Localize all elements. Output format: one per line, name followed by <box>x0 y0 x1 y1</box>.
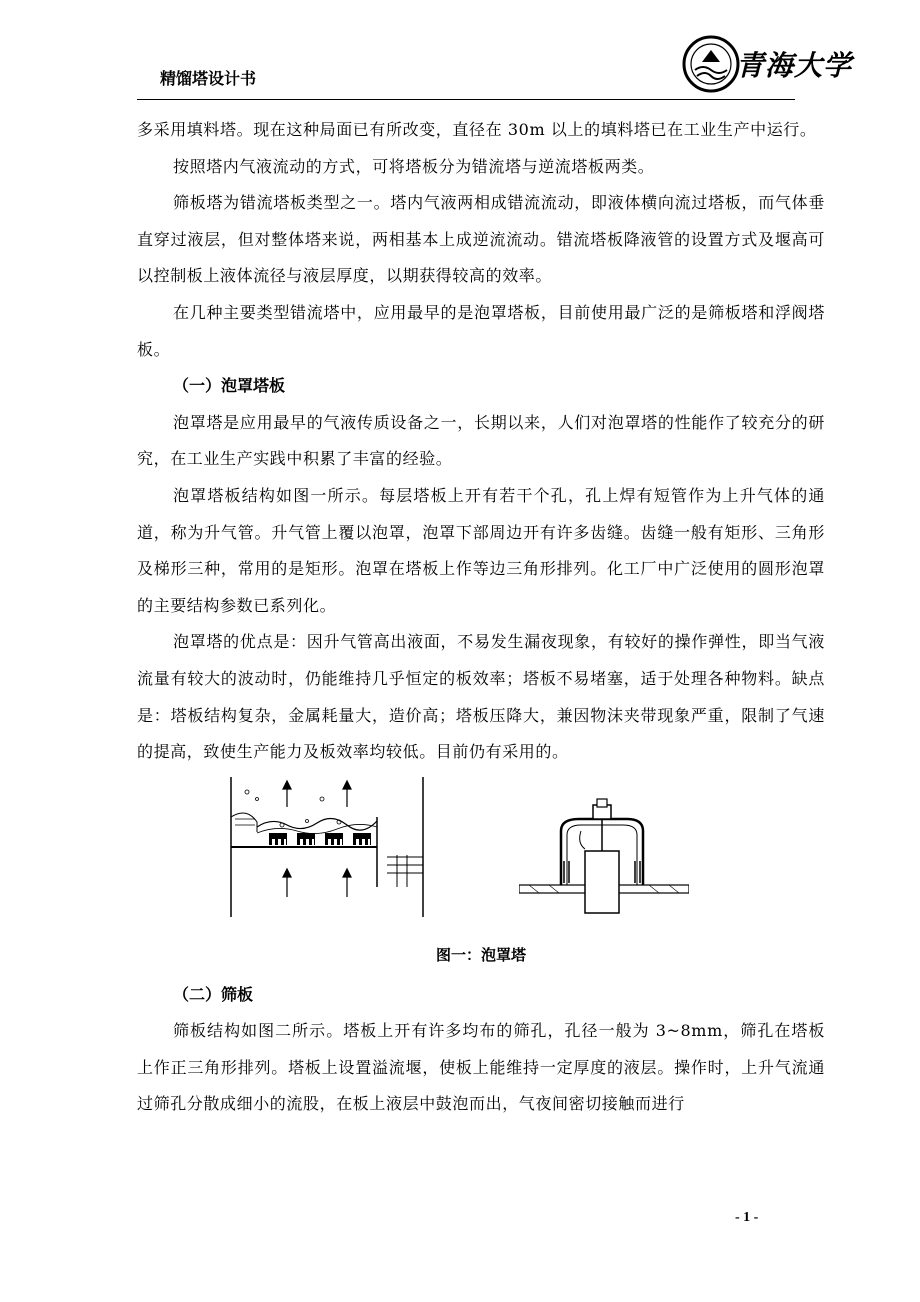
header-title: 精馏塔设计书 <box>160 69 257 88</box>
bubble-cap-detail-diagram <box>519 797 689 917</box>
paragraph: 在几种主要类型错流塔中，应用最早的是泡罩塔板，目前使用最广泛的是筛板塔和浮阀塔板。 <box>137 302 825 359</box>
logo-text: 青海大学 <box>736 49 853 82</box>
paragraph: 多采用填料塔。现在这种局面已有所改变，直径在 30m 以上的填料塔已在工业生产中运行。 <box>137 120 817 139</box>
paragraph: 筛板塔为错流塔板类型之一。塔内气液两相成错流流动，即液体横向流过塔板，而气体垂直穿过液层，但对整体塔来说，两相基本上成逆流流动。错流塔板降液管的设置方式及堰高可以控制板上液体流径与液层厚度，以期获得较高的效率。 <box>137 193 825 286</box>
paragraph: 按照塔内气液流动的方式，可将塔板分为错流塔与逆流塔板两类。 <box>173 156 655 176</box>
bubble-cap-tower-diagram <box>227 777 427 917</box>
paragraph: 泡罩塔是应用最早的气液传质设备之一，长期以来，人们对泡罩塔的性能作了较充分的研究，在工业生产实践中积累了丰富的经验。 <box>137 412 825 469</box>
paragraph: 泡罩塔的优点是：因升气管高出液面，不易发生漏夜现象，有较好的操作弹性，即当气液流量有较大的波动时，仍能维持几乎恒定的板效率；塔板不易堵塞，适于处理各种物料。缺点是：塔板结构复杂，金属耗量大，造价高；塔板压降大，兼因物沫夹带现象严重，限制了气速的提高，致使生产能力及板效率均较低。目前仍有采用的。 <box>137 632 825 762</box>
section-heading: （二）筛板 <box>173 984 254 1004</box>
paragraph: 筛板结构如图二所示。塔板上开有许多均布的筛孔，孔径一般为 3~8mm，筛孔在塔板上作正三角形排列。塔板上设置溢流堰，使板上能维持一定厚度的液层。操作时，上升气流通过筛孔分散成细小的流股，在板上液层中鼓泡而出，气夜间密切接触而进行 <box>137 1021 825 1114</box>
section-heading: （一）泡罩塔板 <box>173 376 286 396</box>
page-content <box>137 112 825 1123</box>
figure-caption: 图一：泡罩塔 <box>435 945 526 964</box>
figure-1 <box>137 777 825 937</box>
header-rule <box>137 99 795 100</box>
paragraph: 泡罩塔板结构如图一所示。每层塔板上开有若干个孔，孔上焊有短管作为上升气体的通道，称为升气管。升气管上覆以泡罩，泡罩下部周边开有许多齿缝。齿缝一般有矩形、三角形及梯形三种，常用的是矩形。泡罩在塔板上作等边三角形排列。化工厂中广泛使用的圆形泡罩的主要结构参数已系列化。 <box>137 485 825 615</box>
page-number: - 1 - <box>735 1210 759 1225</box>
